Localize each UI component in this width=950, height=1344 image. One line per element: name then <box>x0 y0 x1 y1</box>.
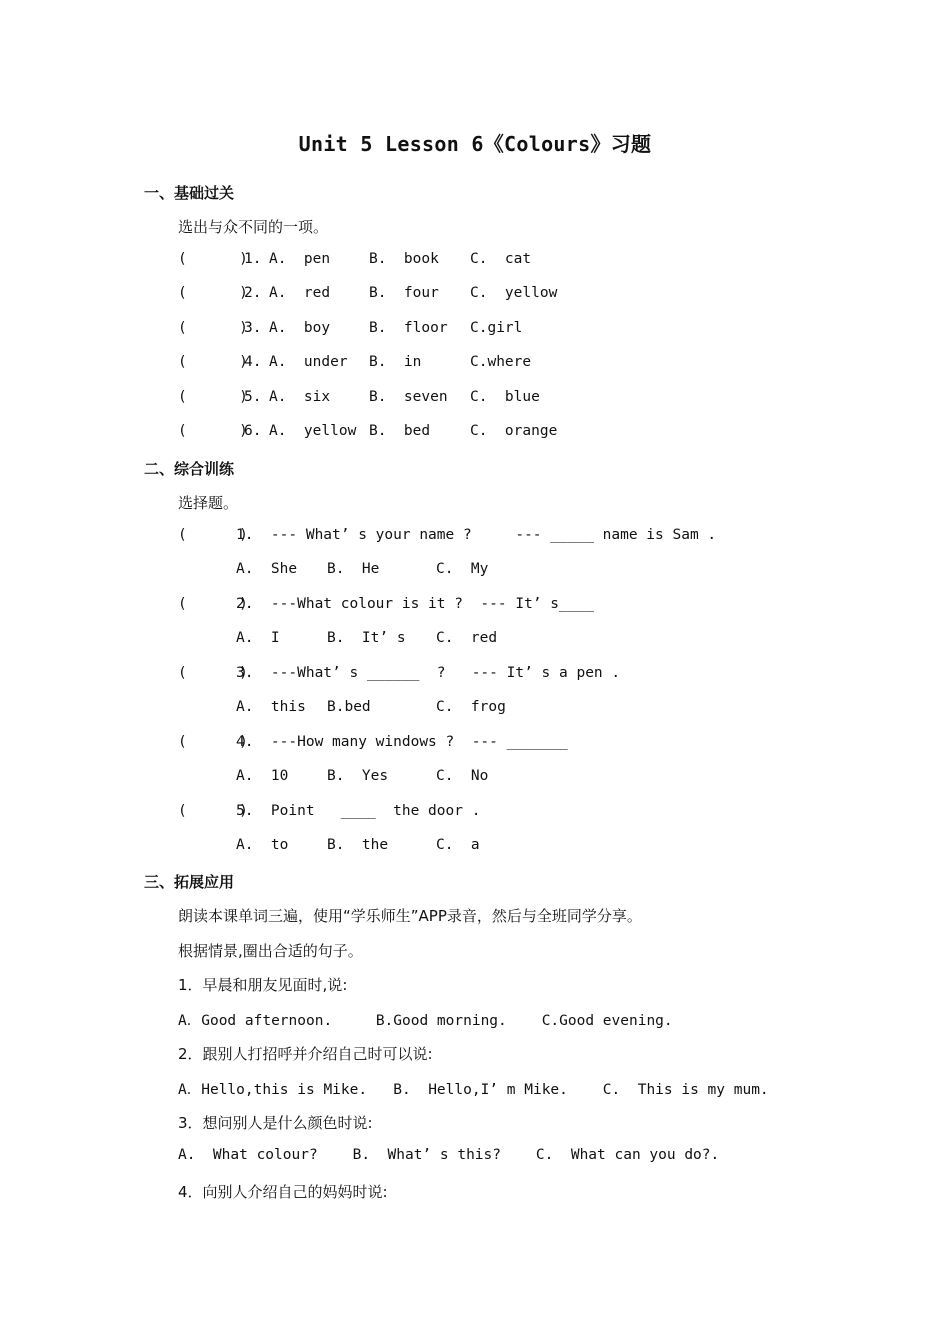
option-a: A. She <box>236 561 298 577</box>
option-c: C. My <box>436 561 489 577</box>
answer-paren: ( ) <box>178 596 248 612</box>
answer-paren: ( ) <box>178 734 248 750</box>
question-text: 1. --- What’ s your name ? --- _____ name is Sam . <box>236 527 717 543</box>
option-c: C. blue <box>470 389 540 405</box>
answer-paren: ( ) <box>178 251 248 267</box>
question-number: 1. <box>244 251 262 267</box>
answer-paren: ( ) <box>178 803 248 819</box>
section-2-heading: 二、综合训练 <box>144 460 235 478</box>
option-a: A. this <box>236 699 306 715</box>
option-b: B. He <box>327 561 380 577</box>
section-3-line-4: A．Good afternoon. B.Good morning. C.Good evening. <box>178 1013 673 1029</box>
question-number: 2. <box>244 285 262 301</box>
option-a: A. 10 <box>236 768 289 784</box>
answer-paren: ( ) <box>178 320 248 336</box>
option-a: A. to <box>236 837 289 853</box>
option-c: C. red <box>436 630 498 646</box>
answer-paren: ( ) <box>178 389 248 405</box>
option-a: A. red <box>269 285 331 301</box>
question-text: 2. ---What colour is it ? --- It’ s____ <box>236 596 594 612</box>
option-b: B. book <box>369 251 439 267</box>
option-b: B. in <box>369 354 422 370</box>
option-b: B.bed <box>327 699 371 715</box>
section-3-heading: 三、拓展应用 <box>144 873 235 891</box>
option-a: A. boy <box>269 320 331 336</box>
option-c: C. No <box>436 768 489 784</box>
question-number: 5. <box>244 389 262 405</box>
question-text: 4. ---How many windows ? --- _______ <box>236 734 568 750</box>
answer-paren: ( ) <box>178 527 248 543</box>
section-1-heading: 一、基础过关 <box>144 184 235 202</box>
section-3-line-3: 1．早晨和朋友见面时,说: <box>178 976 348 994</box>
section-2-instruction: 选择题。 <box>178 494 239 512</box>
question-number: 3. <box>244 320 262 336</box>
option-b: B. Yes <box>327 768 389 784</box>
page-title: Unit 5 Lesson 6《Colours》习题 <box>298 132 652 156</box>
section-3-line-9: 4．向别人介绍自己的妈妈时说: <box>178 1183 388 1201</box>
answer-paren: ( ) <box>178 423 248 439</box>
section-3-line-1: 朗读本课单词三遍，使用“学乐师生”APP录音，然后与全班同学分享。 <box>178 907 642 925</box>
section-3-line-7: 3．想问别人是什么颜色时说: <box>178 1114 373 1132</box>
section-3-line-8: A. What colour? B. What’ s this? C. What can you do?. <box>178 1147 720 1163</box>
answer-paren: ( ) <box>178 665 248 681</box>
option-b: B. seven <box>369 389 448 405</box>
option-a: A. yellow <box>269 423 357 439</box>
option-a: A. pen <box>269 251 331 267</box>
option-b: B. It’ s <box>327 630 406 646</box>
option-a: A. I <box>236 630 280 646</box>
option-c: C.where <box>470 354 532 370</box>
question-number: 4. <box>244 354 262 370</box>
option-c: C. yellow <box>470 285 558 301</box>
question-text: 5. Point ____ the door . <box>236 803 481 819</box>
answer-paren: ( ) <box>178 354 248 370</box>
question-text: 3. ---What’ s ______ ? --- It’ s a pen . <box>236 665 621 681</box>
section-3-line-5: 2．跟别人打招呼并介绍自己时可以说: <box>178 1045 433 1063</box>
section-3-line-2: 根据情景,圈出合适的句子。 <box>178 942 363 960</box>
option-c: C. frog <box>436 699 506 715</box>
option-a: A. under <box>269 354 348 370</box>
option-c: C. a <box>436 837 480 853</box>
option-a: A. six <box>269 389 331 405</box>
option-b: B. bed <box>369 423 431 439</box>
option-c: C.girl <box>470 320 523 336</box>
option-b: B. the <box>327 837 389 853</box>
section-3-line-6: A．Hello,this is Mike. B. Hello,I’ m Mike. C. This is my mum. <box>178 1082 769 1098</box>
answer-paren: ( ) <box>178 285 248 301</box>
option-b: B. four <box>369 285 439 301</box>
option-b: B. floor <box>369 320 448 336</box>
question-number: 6. <box>244 423 262 439</box>
section-1-instruction: 选出与众不同的一项。 <box>178 218 329 236</box>
option-c: C. orange <box>470 423 558 439</box>
option-c: C. cat <box>470 251 532 267</box>
